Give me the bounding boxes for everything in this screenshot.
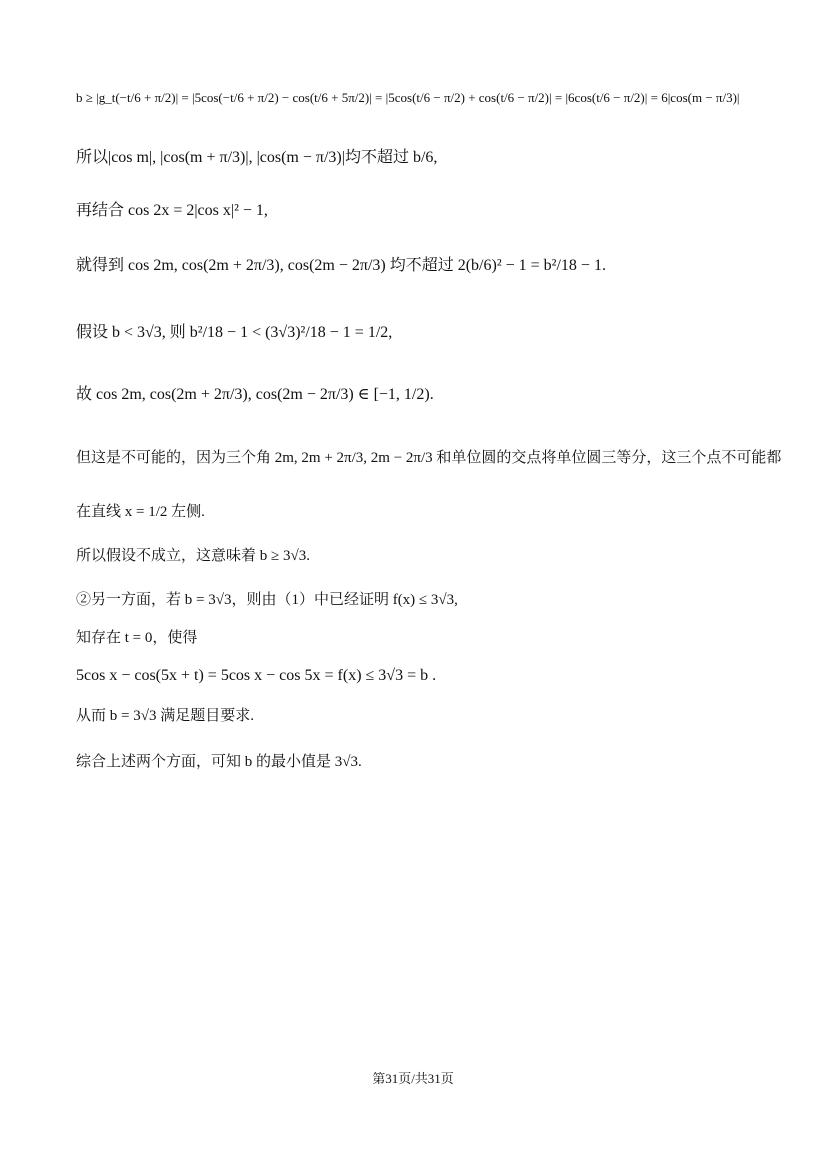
page-footer: 第31页/共31页 [372, 1071, 454, 1086]
text-line-11: 知存在 t = 0，使得 [76, 630, 198, 646]
text-line-8: 在直线 x = 1/2 左侧. [76, 504, 205, 520]
text-line-5: 假设 b < 3√3, 则 b²/18 − 1 < (3√3)²/18 − 1 = 1/2, [76, 324, 393, 341]
text-line-7: 但这是不可能的，因为三个角 2m, 2m + 2π/3, 2m − 2π/3 和单位圆的交点将单位圆三等分，这三个点不可能都 [76, 450, 782, 466]
text-line-14: 综合上述两个方面，可知 b 的最小值是 3√3. [76, 754, 362, 770]
text-line-2: 所以|cos m|, |cos(m + π/3)|, |cos(m − π/3)|均不超过 b/6, [76, 149, 438, 166]
text-line-4: 就得到 cos 2m, cos(2m + 2π/3), cos(2m − 2π/3) 均不超过 2(b/6)² − 1 = b²/18 − 1. [76, 257, 606, 274]
text-line-6: 故 cos 2m, cos(2m + 2π/3), cos(2m − 2π/3) ∈ [−1, 1/2). [76, 386, 434, 403]
math-line-1: b ≥ |g_t(−t/6 + π/2)| = |5cos(−t/6 + π/2) − cos(t/6 + 5π/2)| = |5cos(t/6 − π/2) + cos(t/6 − π/2)| = |6cos(t/6 − π/2)| = 6|cos(m − π/3)| [76, 90, 740, 105]
text-line-10: ②另一方面，若 b = 3√3，则由（1）中已经证明 f(x) ≤ 3√3, [76, 592, 458, 608]
text-line-9: 所以假设不成立，这意味着 b ≥ 3√3. [76, 548, 310, 564]
text-line-12: 5cos x − cos(5x + t) = 5cos x − cos 5x = f(x) ≤ 3√3 = b . [76, 667, 437, 684]
text-line-3: 再结合 cos 2x = 2|cos x|² − 1, [76, 202, 268, 219]
text-line-13: 从而 b = 3√3 满足题目要求. [76, 708, 254, 724]
